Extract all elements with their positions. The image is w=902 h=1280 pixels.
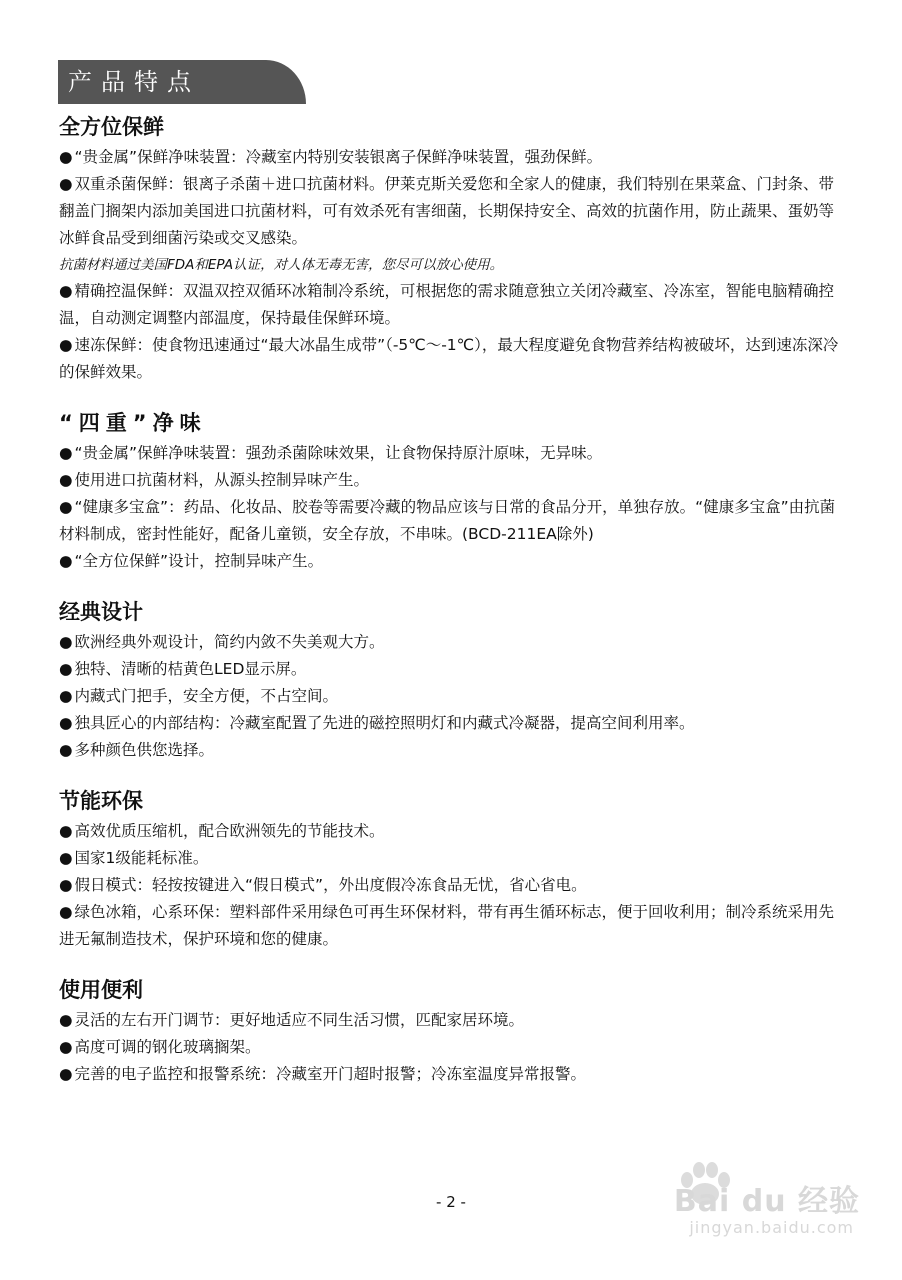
section-classic-design bbox=[59, 597, 849, 764]
section-energy-saving bbox=[59, 786, 849, 953]
section-heading: “四重”净味 bbox=[59, 411, 207, 435]
bullet-icon: ● bbox=[59, 849, 73, 867]
feature-item: ● “贵金属”保鲜净味装置：冷藏室内特别安装银离子保鲜净味装置，强劲保鲜。 bbox=[59, 148, 603, 166]
bullet-icon: ● bbox=[59, 687, 73, 705]
feature-item: ● 完善的电子监控和报警系统：冷藏室开门超时报警；冷冻室温度异常报警。 bbox=[59, 1065, 587, 1083]
section-fresh-keeping bbox=[59, 112, 849, 386]
section-heading: 节能环保 bbox=[59, 789, 143, 813]
feature-item: ● 多种颜色供您选择。 bbox=[59, 741, 215, 759]
bullet-icon: ● bbox=[59, 660, 73, 678]
bullet-icon: ● bbox=[59, 1038, 73, 1056]
section-banner bbox=[58, 60, 306, 104]
feature-item: ● 灵活的左右开门调节：更好地适应不同生活习惯，匹配家居环境。 bbox=[59, 1011, 525, 1029]
section-heading: 全方位保鲜 bbox=[59, 115, 164, 139]
bullet-icon: ● bbox=[59, 822, 73, 840]
section-convenience bbox=[59, 975, 849, 1088]
bullet-icon: ● bbox=[59, 498, 73, 516]
feature-item: ● 使用进口抗菌材料，从源头控制异味产生。 bbox=[59, 471, 370, 489]
bullet-icon: ● bbox=[59, 444, 73, 462]
bullet-icon: ● bbox=[59, 1065, 73, 1083]
section-heading: 经典设计 bbox=[59, 600, 143, 624]
bullet-icon: ● bbox=[59, 741, 73, 759]
certification-note: 抗菌材料通过美国FDA和EPA认证，对人体无毒无害，您尽可以放心使用。 bbox=[59, 257, 504, 273]
feature-item: ● 高度可调的钢化玻璃搁架。 bbox=[59, 1038, 261, 1056]
feature-item: ● 国家1级能耗标准。 bbox=[59, 849, 209, 867]
bullet-icon: ● bbox=[59, 148, 73, 166]
feature-item: ● 假日模式：轻按按键进入“假日模式”，外出度假冷冻食品无忧，省心省电。 bbox=[59, 876, 587, 894]
bullet-icon: ● bbox=[59, 714, 73, 732]
banner-title: 产品特点 bbox=[68, 68, 200, 96]
bullet-icon: ● bbox=[59, 282, 73, 300]
feature-item: ● 独特、清晰的桔黄色LED显示屏。 bbox=[59, 660, 307, 678]
baidu-watermark bbox=[650, 1160, 860, 1240]
feature-item: ● 高效优质压缩机，配合欧洲领先的节能技术。 bbox=[59, 822, 385, 840]
feature-item: ● 速冻保鲜：使食物迅速通过“最大冰晶生成带”（-5℃～-1℃），最大程度避免食物营养结构被破坏，达到速冻深冷的保鲜效果。 bbox=[59, 336, 839, 381]
bullet-icon: ● bbox=[59, 1011, 73, 1029]
bullet-icon: ● bbox=[59, 633, 73, 651]
bullet-icon: ● bbox=[59, 471, 73, 489]
bullet-icon: ● bbox=[59, 903, 73, 921]
watermark-url: jingyan.baidu.com bbox=[689, 1218, 854, 1237]
feature-item: ● “健康多宝盒”：药品、化妆品、胶卷等需要冷藏的物品应该与日常的食品分开，单独存放。“健康多宝盒”由抗菌材料制成，密封性能好，配备儿童锁，安全存放，不串味。(BCD-211EA除外) bbox=[59, 498, 836, 543]
feature-item: ● 绿色冰箱，心系环保：塑料部件采用绿色可再生环保材料，带有再生循环标志，便于回收利用；制冷系统采用先进无氟制造技术，保护环境和您的健康。 bbox=[59, 903, 835, 948]
feature-item: ● 内藏式门把手，安全方便，不占空间。 bbox=[59, 687, 339, 705]
section-heading: 使用便利 bbox=[59, 978, 143, 1002]
bullet-icon: ● bbox=[59, 175, 73, 193]
bullet-icon: ● bbox=[59, 876, 73, 894]
feature-item: ● “全方位保鲜”设计，控制异味产生。 bbox=[59, 552, 324, 570]
feature-item: ● 精确控温保鲜：双温双控双循环冰箱制冷系统，可根据您的需求随意独立关闭冷藏室、冷冻室，智能电脑精确控温，自动测定调整内部温度，保持最佳保鲜环境。 bbox=[59, 282, 835, 327]
bullet-icon: ● bbox=[59, 336, 73, 354]
feature-item: ● 双重杀菌保鲜：银离子杀菌＋进口抗菌材料。伊莱克斯关爱您和全家人的健康，我们特别在果菜盒、门封条、带翻盖门搁架内添加美国进口抗菌材料，可有效杀死有害细菌，长期保持安全、高效的抗菌作用，防止蔬果、蛋奶等冰鲜食品受到细菌污染或交叉感染。 bbox=[59, 175, 835, 247]
feature-item: ● 独具匠心的内部结构：冷藏室配置了先进的磁控照明灯和内藏式冷凝器，提高空间利用率。 bbox=[59, 714, 695, 732]
document-body bbox=[59, 112, 849, 1088]
watermark-brand: Bai du 经验 bbox=[673, 1184, 860, 1219]
feature-item: ● “贵金属”保鲜净味装置：强劲杀菌除味效果，让食物保持原汁原味，无异味。 bbox=[59, 444, 603, 462]
feature-item: ● 欧洲经典外观设计，简约内敛不失美观大方。 bbox=[59, 633, 385, 651]
page-number: - 2 - bbox=[436, 1193, 466, 1211]
section-odor-control bbox=[59, 408, 849, 575]
bullet-icon: ● bbox=[59, 552, 73, 570]
